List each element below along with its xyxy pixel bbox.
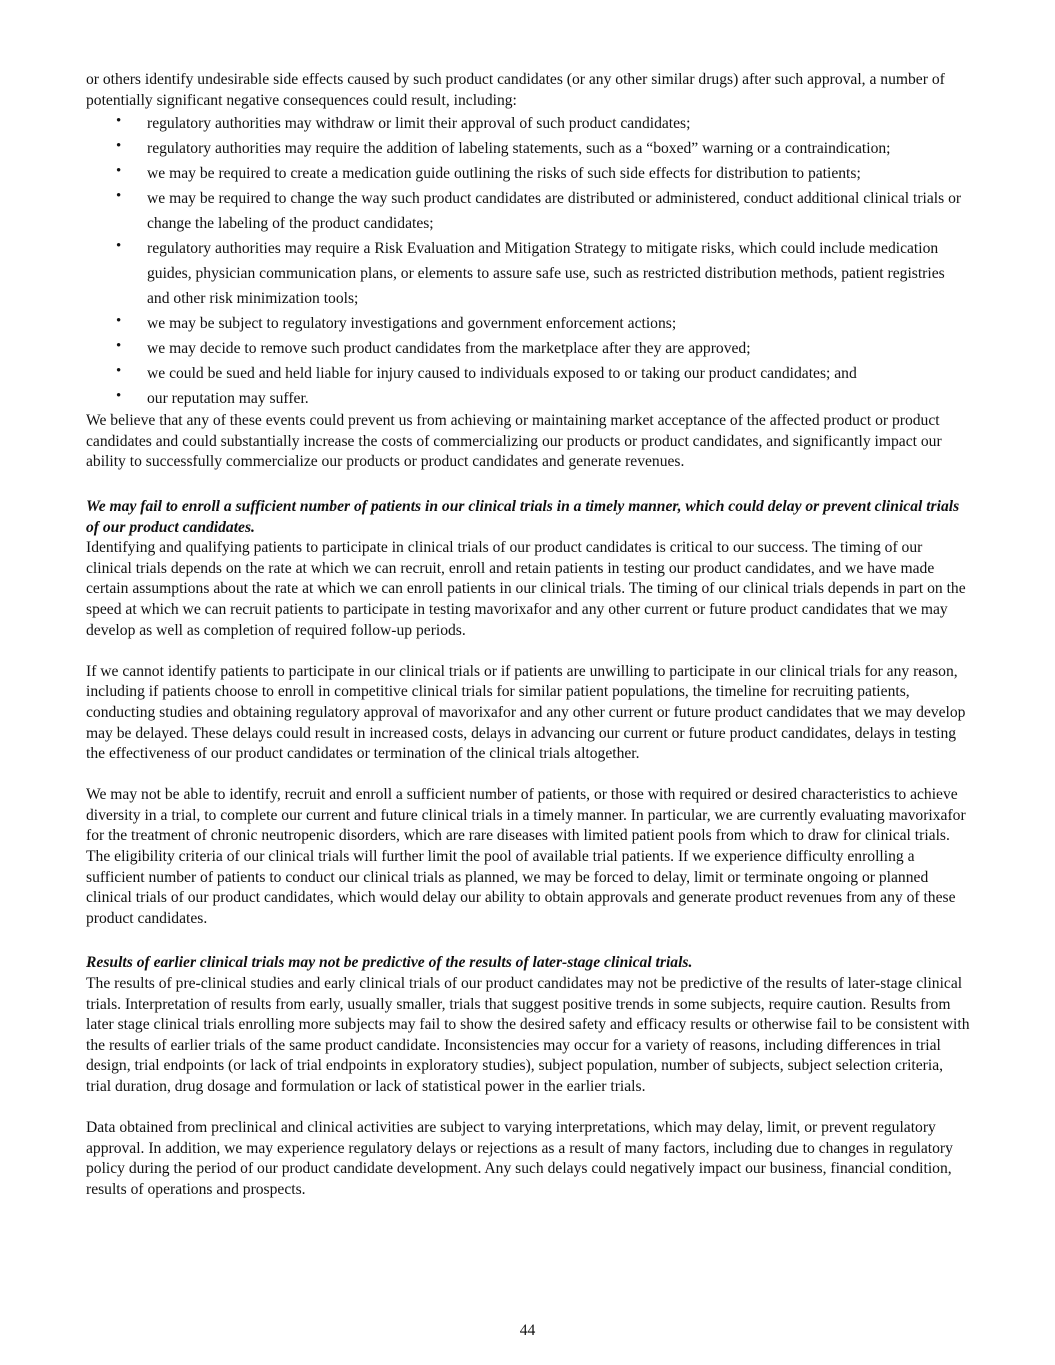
- bullet-icon: •: [116, 188, 122, 205]
- list-item: [86, 161, 970, 186]
- list-item: [86, 236, 970, 311]
- list-item-text: we may be required to change the way such product candidates are distributed or administered, conduct additional clinical trials or change the labeling of the product candidates;: [147, 190, 962, 233]
- list-item: [86, 386, 970, 411]
- intro-paragraph: or others identify undesirable side effects caused by such product candidates (or any other similar drugs) after such approval, a number of potentially significant negative consequences could result, including:: [86, 71, 945, 109]
- bullet-icon: •: [116, 363, 122, 380]
- paragraph: If we cannot identify patients to participate in our clinical trials or if patients are unwilling to participate in our clinical trials for any reason, including if patients choose to enroll in competitive clinical trials for similar patient populations, the timeline for recruiting patients, conducting studies and obtaining regulatory approval of mavorixafor and any other current or future product candidates that we may develop may be delayed. These delays could result in increased costs, delays in advancing our current or future product candidates, delays in testing the effectiveness of our product candidates or termination of the clinical trials altogether.: [86, 662, 966, 763]
- list-item-text: we may decide to remove such product candidates from the marketplace after they are approved;: [147, 340, 751, 358]
- bullet-icon: •: [116, 113, 122, 130]
- list-item-text: regulatory authorities may require a Risk Evaluation and Mitigation Strategy to mitigate risks, which could include medication guides, physician communication plans, or elements to assure safe use, such as restricted distribution methods, patient registries and other risk minimization tools;: [147, 240, 945, 308]
- list-item-text: we may be required to create a medication guide outlining the risks of such side effects for distribution to patients;: [147, 165, 861, 183]
- list-item: [86, 311, 970, 336]
- after-bullets-paragraph: We believe that any of these events could prevent us from achieving or maintaining market acceptance of the affected product or product candidates and could substantially increase the costs of commercializing our products or product candidates, and significantly impact our ability to successfully commercialize our products or product candidates and generate revenues.: [86, 412, 942, 471]
- list-item-text: we may be subject to regulatory investigations and government enforcement actions;: [147, 315, 677, 333]
- paragraph: The results of pre-clinical studies and early clinical trials of our product candidates may not be predictive of the results of later-stage clinical trials. Interpretation of results from early, usually smaller, trials that suggest positive trends in some subjects, require caution. Results from later stage clinical trials enrolling more subjects may fail to show the desired safety and efficacy results or otherwise fail to be consistent with the results of earlier trials of the same product candidate. Inconsistencies may occur for a variety of reasons, including differences in trial design, trial endpoints (or lack of trial endpoints in exploratory studies), subject population, number of subjects, subject selection criteria, trial duration, drug dosage and formulation or lack of statistical power in the earlier trials.: [86, 975, 970, 1095]
- bullet-icon: •: [116, 313, 122, 330]
- bullet-icon: •: [116, 138, 122, 155]
- list-item: [86, 336, 970, 361]
- paragraph: Data obtained from preclinical and clinical activities are subject to varying interpretations, which may delay, limit, or prevent regulatory approval. In addition, we may experience regulatory delays or rejections as a result of many factors, including due to changes in regulatory policy during the period of our product candidate development. Any such delays could negatively impact our business, financial condition, results of operations and prospects.: [86, 1119, 953, 1198]
- list-item-text: our reputation may suffer.: [147, 390, 309, 408]
- bullet-icon: •: [116, 388, 122, 405]
- page-number: 44: [519, 1322, 536, 1339]
- section-heading-earlier-trials: Results of earlier clinical trials may not be predictive of the results of later-stage clinical trials.: [86, 954, 693, 972]
- consequences-list: [86, 111, 970, 411]
- list-item-text: we could be sued and held liable for injury caused to individuals exposed to or taking our product candidates; and: [147, 365, 857, 383]
- document-page: [86, 70, 970, 1201]
- list-item: [86, 361, 970, 386]
- list-item-text: regulatory authorities may withdraw or limit their approval of such product candidates;: [147, 115, 691, 133]
- paragraph: Identifying and qualifying patients to participate in clinical trials of our product candidates is critical to our success. The timing of our clinical trials depends on the rate at which we can recruit, enroll and retain patients in testing our product candidates, and we have made certain assumptions about the rate at which we can enroll patients in our clinical trials. The timing of our clinical trials depends in part on the speed at which we can recruit patients to participate in testing mavorixafor and any other current or future product candidates that we may develop as well as completion of required follow-up periods.: [86, 539, 966, 639]
- paragraph: We may not be able to identify, recruit and enroll a sufficient number of patients, or those with required or desired characteristics to achieve diversity in a trial, to complete our current and future clinical trials in a timely manner. In particular, we are currently evaluating mavorixafor for the treatment of chronic neutropenic disorders, which are rare diseases with limited patient pools from which to draw for clinical trials. The eligibility criteria of our clinical trials will further limit the pool of available trial patients. If we experience difficulty enrolling a sufficient number of patients to conduct our clinical trials as planned, we may be forced to delay, limit or terminate ongoing or planned clinical trials of our product candidates, which would delay our ability to obtain approvals and generate product revenues from any of these product candidates.: [86, 786, 966, 927]
- list-item-text: regulatory authorities may require the addition of labeling statements, such as a “boxed” warning or a contraindication;: [147, 140, 891, 158]
- bullet-icon: •: [116, 238, 122, 255]
- section-heading-enrollment: We may fail to enroll a sufficient number of patients in our clinical trials in a timely manner, which could delay or prevent clinical trials of our product candidates.: [86, 497, 960, 536]
- list-item: [86, 136, 970, 161]
- list-item: [86, 186, 970, 236]
- list-item: [86, 111, 970, 136]
- bullet-icon: •: [116, 163, 122, 180]
- bullet-icon: •: [116, 338, 122, 355]
